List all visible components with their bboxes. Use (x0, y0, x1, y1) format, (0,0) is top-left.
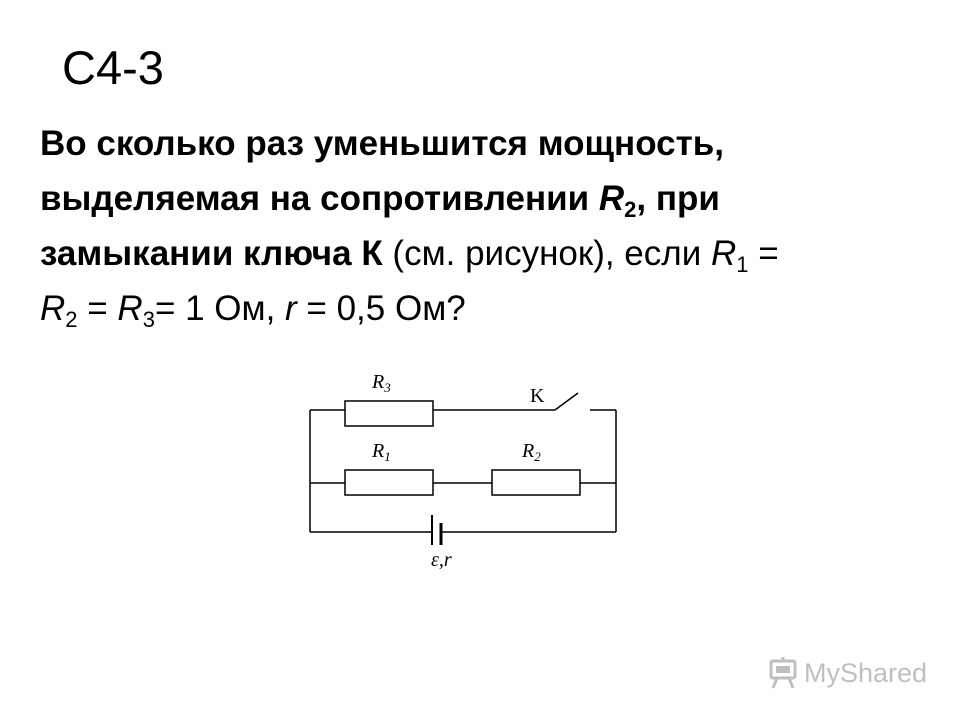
problem-line-2: выделяемая на сопротивлении $R_2$, при (40, 179, 720, 222)
resistor-r1 (345, 470, 433, 495)
circuit-diagram (300, 360, 630, 575)
key-k (555, 393, 578, 410)
problem-line-3: замыкании ключа К (см. рисунок), если $R_1$ = (40, 234, 779, 277)
r3-label: $R_3$ (372, 371, 391, 395)
problem-text (40, 116, 940, 336)
watermark-text: MyShared (804, 658, 928, 688)
r2-label: $R_2$ (522, 440, 541, 464)
resistor-r3 (345, 401, 433, 426)
r1-label: $R_1$ (372, 440, 391, 464)
resistor-r2 (492, 470, 580, 495)
source-label: ε,r (431, 549, 452, 571)
watermark (768, 656, 928, 692)
problem-line-4: $R_2 = R_3= 1$ Ом, r = 0,5 Ом? (40, 289, 466, 332)
problem-line-1: Во сколько раз уменьшится мощность, (40, 124, 724, 163)
slide-title: С4-3 (62, 41, 164, 94)
key-label: K (530, 385, 545, 407)
presentation-board-icon (768, 656, 800, 690)
